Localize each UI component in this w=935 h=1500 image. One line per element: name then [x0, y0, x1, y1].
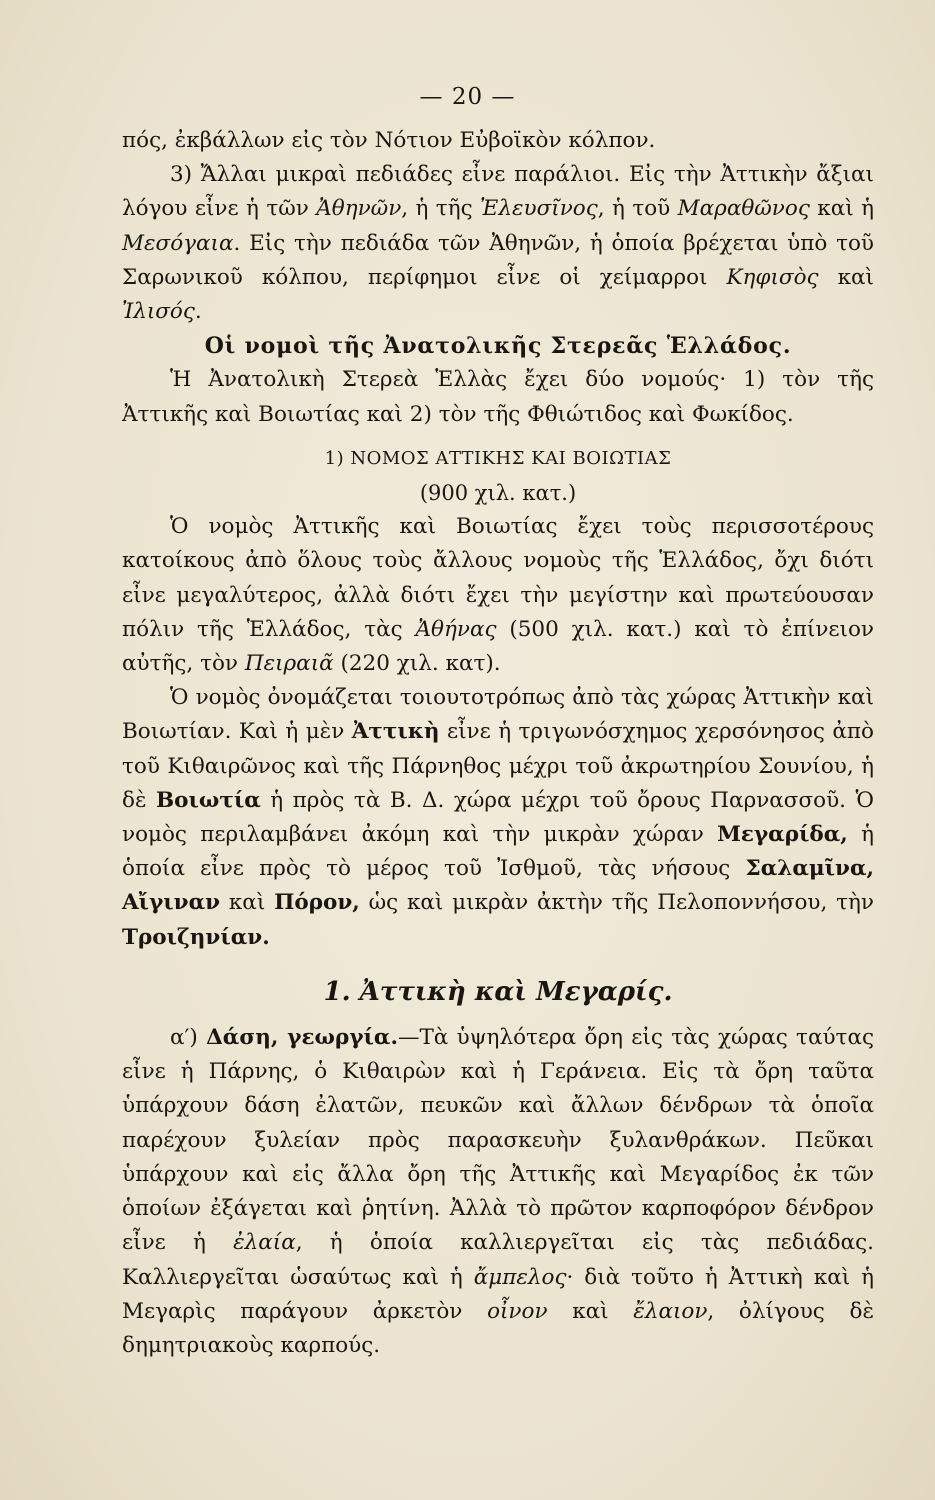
subheading-attica-boeotia: 1) ΝΟΜΟΣ ΑΤΤΙΚΗΣ ΚΑΙ ΒΟΙΩΤΙΑΣ	[324, 447, 672, 469]
paragraph-two-prefectures: Ἡ Ἀνατολικὴ Στερεὰ Ἑλλὰς ἔχει δύο νομούς· 1) τὸν τῆς Ἀττικῆς καὶ Βοιωτίας καὶ 2) τὸν τῆς Φθιώτιδος καὶ Φωκίδος.	[122, 367, 874, 427]
region-troizinia: Τροιζηνίαν.	[122, 924, 270, 950]
place-eleusis: Ἐλευσῖνος	[480, 196, 598, 222]
island-poros: Πόρον,	[274, 890, 360, 916]
term-vine: ἄμπελος	[473, 1264, 567, 1290]
place-athens: Ἀθηνῶν	[316, 196, 402, 222]
region-boeotia: Βοιωτία	[155, 787, 261, 813]
page-body	[122, 124, 874, 1363]
paragraph-forests-agriculture: α′) Δάση, γεωργία.—Τὰ ὑψηλότερα ὄρη εἰς τὰς χώρας ταύτας εἶνε ἡ Πάρνης, ὁ Κιθαιρὼν καὶ ἡ Γεράνεια. Εἰς τὰ ὄρη ταῦτα ὑπάρχουν δάση ἐλατῶν, πευκῶν καὶ ἄλλων δένδρων τὰ ὁποῖα παρέχουν ξυλείαν πρὸς παρασκευὴν ξυλανθράκων. Πεῦκαι ὑπάρχουν καὶ εἰς ἄλλα ὄρη τῆς Ἀττικῆς καὶ Μεγαρίδος ἐκ τῶν ὁποίων ἐξάγεται καὶ ῥητίνη. Ἀλλὰ τὸ πρῶτον καρποφόρον δένδρον εἶνε ἡ ἐλαία, ἡ ὁποία καλλιεργεῖται εἰς τὰς πεδιάδας. Καλλιεργεῖται ὡσαύτως καὶ ἡ ἄμπελος· διὰ τοῦτο ἡ Ἀττικὴ καὶ ἡ Μεγαρὶς παράγουν ἀρκετὸν οἶνον καὶ ἔλαιον, ὀλίγους δὲ δημητριακοὺς καρπούς.	[122, 1025, 875, 1358]
region-megaris: Μεγαρίδα,	[717, 822, 848, 848]
subheading-population: (900 χιλ. κατ.)	[419, 481, 577, 506]
region-attica: Ἀττικὴ	[351, 719, 440, 745]
term-oil: ἔλαιον	[633, 1298, 708, 1324]
river-ilisos: Ἰλισός	[122, 299, 195, 325]
paragraph-plains: 3) Ἄλλαι μικραὶ πεδιάδες εἶνε παράλιοι. Εἰς τὴν Ἀττικὴν ἄξιαι λόγου εἶνε ἡ τῶν Ἀθηνῶν, ἡ τῆς Ἐλευσῖνος, ἡ τοῦ Μαραθῶνος καὶ ἡ Μεσόγαια. Εἰς τὴν πεδιάδα τῶν Ἀθηνῶν, ἡ ὁποία βρέχεται ὑπὸ τοῦ Σαρωνικοῦ κόλπου, περίφημοι εἶνε οἱ χείμαρροι Κηφισὸς καὶ Ἰλισός.	[122, 162, 874, 325]
city-athens: Ἀθήνας	[415, 616, 497, 642]
term-olive: ἐλαία	[233, 1230, 296, 1256]
islands-salamis-aegina: Σαλαμῖνα, Αἴγιναν	[122, 856, 874, 916]
river-kifisos: Κηφισὸς	[726, 264, 819, 290]
section-title: 1. Ἀττικὴ καὶ Μεγαρίς.	[323, 976, 673, 1007]
heading-prefectures: Οἱ νομοὶ τῆς Ἀνατολικῆς Στερεᾶς Ἑλλάδος.	[204, 333, 792, 360]
place-mesogaia: Μεσόγαια	[122, 230, 234, 256]
page-number: — 20 —	[419, 84, 516, 110]
paragraph-continuation: πός, ἐκβάλλων εἰς τὸν Νότιον Εὐβοϊκὸν κόλπον.	[122, 128, 656, 153]
city-piraeus: Πειραιᾶ	[244, 651, 334, 677]
paragraph-prefecture-population: Ὁ νομὸς Ἀττικῆς καὶ Βοιωτίας ἔχει τοὺς περισσοτέρους κατοίκους ἀπὸ ὅλους τοὺς ἄλλους νομοὺς τῆς Ἑλλάδος, ὄχι διότι εἶνε μεγαλύτερος, ἀλλὰ διότι ἔχει τὴν μεγίστην καὶ πρωτεύουσαν πόλιν τῆς Ἑλλάδος, τὰς Ἀθήνας (500 χιλ. κατ.) καὶ τὸ ἐπίνειον αὐτῆς, τὸν Πειραιᾶ (220 χιλ. κατ).	[122, 514, 874, 677]
place-marathon: Μαραθῶνος	[677, 196, 810, 222]
subsection-label: Δάση, γεωργία.	[206, 1025, 398, 1051]
paragraph-prefecture-name: Ὁ νομὸς ὀνομάζεται τοιουτοτρόπως ἀπὸ τὰς χώρας Ἀττικὴν καὶ Βοιωτίαν. Καὶ ἡ μὲν Ἀττικὴ εἶνε ἡ τριγωνόσχημος χερσόνησος ἀπὸ τοῦ Κιθαιρῶνος καὶ τῆς Πάρνηθος μέχρι τοῦ ἀκρωτηρίου Σουνίου, ἡ δὲ Βοιωτία ἡ πρὸς τὰ Β. Δ. χώρα μέχρι τοῦ ὄρους Παρνασσοῦ. Ὁ νομὸς περιλαμβάνει ἀκόμη καὶ τὴν μικρὰν χώραν Μεγαρίδα, ἡ ὁποία εἶνε πρὸς τὸ μέρος τοῦ Ἰσθμοῦ, τὰς νήσους Σαλαμῖνα, Αἴγιναν καὶ Πόρον, ὡς καὶ μικρὰν ἀκτὴν τῆς Πελοποννήσου, τὴν Τροιζηνίαν.	[122, 685, 874, 950]
term-wine: οἶνον	[487, 1298, 548, 1324]
